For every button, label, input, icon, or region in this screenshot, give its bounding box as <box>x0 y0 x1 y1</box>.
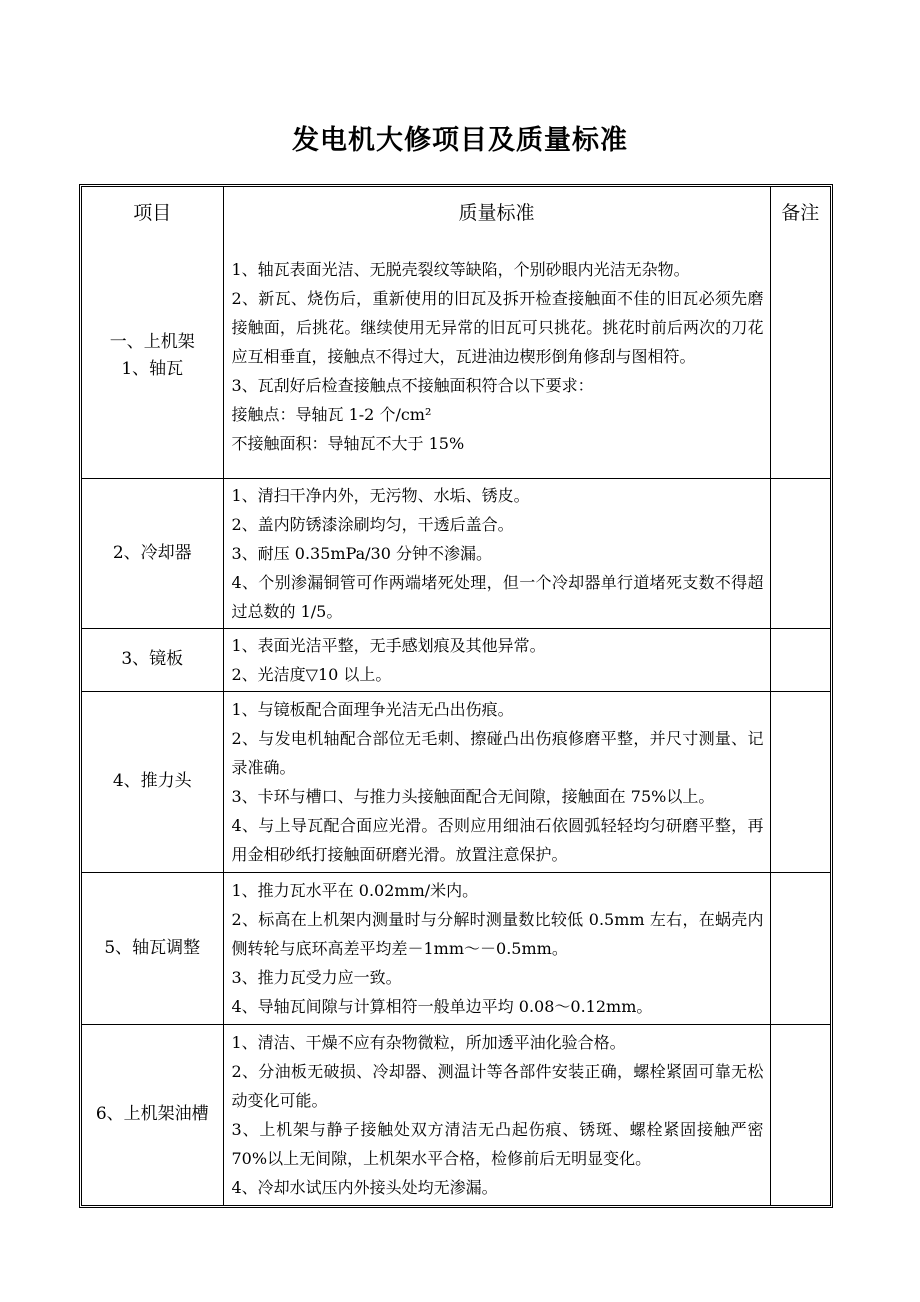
row-item-label: 6、上机架油槽 <box>95 1104 209 1125</box>
quality-standard-table <box>82 187 830 1205</box>
standard-line: 3、推力瓦受力应一致。 <box>231 967 402 987</box>
row-standard-cell <box>223 478 770 628</box>
table-row <box>82 478 830 628</box>
header-item: 项目 <box>82 187 223 235</box>
row-item-cell <box>82 1024 223 1205</box>
document-title: 发电机大修项目及质量标准 <box>292 125 628 156</box>
standard-line: 2、与发电机轴配合部位无毛刺、擦碰凸出伤痕修磨平整，并尺寸测量、记录准确。 <box>231 728 764 777</box>
standard-line: 4、与上导瓦配合面应光滑。否则应用细油石依圆弧轻轻均匀研磨平整，再用金相砂纸打接触面研磨光滑。放置注意保护。 <box>231 815 764 864</box>
row-item-label: 5、轴瓦调整 <box>104 937 201 958</box>
standard-line: 2、标高在上机架内测量时与分解时测量数比较低 0.5mm 左右，在蜗壳内侧转轮与底环高差平均差－1mm～－0.5mm。 <box>231 909 764 958</box>
row-standard-cell <box>223 1024 770 1205</box>
row-item-cell <box>82 872 223 1024</box>
row-standard-cell <box>223 691 770 872</box>
standard-line: 不接触面积：导轴瓦不大于 15% <box>231 433 465 453</box>
header-standard: 质量标准 <box>223 187 770 235</box>
standard-line: 1、清扫干净内外，无污物、水垢、锈皮。 <box>231 485 530 505</box>
table-row <box>82 872 830 1024</box>
table-row <box>82 628 830 691</box>
row-item-label: 1、轴瓦 <box>121 359 184 380</box>
standard-line: 3、卡环与槽口、与推力头接触面配合无间隙，接触面在 75%以上。 <box>231 786 715 806</box>
row-item-label: 2、冷却器 <box>112 542 192 563</box>
standard-line: 2、盖内防锈漆涂刷均匀，干透后盖合。 <box>231 514 514 534</box>
standard-line: 2、分油板无破损、冷却器、测温计等各部件安装正确，螺栓紧固可靠无松动变化可能。 <box>231 1061 764 1110</box>
row-note-cell <box>770 691 830 872</box>
table-row <box>82 1024 830 1205</box>
standard-line: 1、推力瓦水平在 0.02mm/米内。 <box>231 880 479 900</box>
row-item-cell <box>82 691 223 872</box>
quality-standard-table-frame <box>79 184 833 1208</box>
standard-line: 接触点：导轴瓦 1-2 个/cm² <box>231 404 432 424</box>
standard-line: 3、瓦刮好后检查接触点不接触面积符合以下要求： <box>231 375 594 395</box>
row-item-cell <box>82 235 223 478</box>
standard-line: 2、新瓦、烧伤后，重新使用的旧瓦及拆开检查接触面不佳的旧瓦必须先磨接触面，后挑花。继续使用无异常的旧瓦可只挑花。挑花时前后两次的刀花应互相垂直，接触点不得过大，瓦进油边楔形倒角修刮与图相符。 <box>231 288 764 366</box>
standard-line: 1、表面光洁平整，无手感划痕及其他异常。 <box>231 635 546 655</box>
standard-line: 2、光洁度▽10 以上。 <box>231 664 392 684</box>
row-note-cell <box>770 478 830 628</box>
standard-line: 1、清洁、干燥不应有杂物微粒，所加透平油化验合格。 <box>231 1032 626 1052</box>
table-row <box>82 235 830 478</box>
row-item-label: 3、镜板 <box>121 649 184 669</box>
row-item-label: 4、推力头 <box>112 771 192 791</box>
row-standard-cell <box>223 628 770 691</box>
row-item-cell <box>82 628 223 691</box>
table-header-row <box>82 187 830 235</box>
standard-line: 3、耐压 0.35mPa/30 分钟不渗漏。 <box>231 543 492 563</box>
row-note-cell <box>770 235 830 478</box>
standard-line: 4、冷却水试压内外接头处均无渗漏。 <box>231 1177 498 1197</box>
standard-line: 4、导轴瓦间隙与计算相符一般单边平均 0.08～0.12mm。 <box>231 996 653 1016</box>
row-item-label: 一、上机架 <box>109 332 195 353</box>
standard-line: 1、与镜板配合面理争光洁无凸出伤痕。 <box>231 699 514 719</box>
row-standard-cell <box>223 872 770 1024</box>
standard-line: 4、个别渗漏铜管可作两端堵死处理，但一个冷却器单行道堵死支数不得超过总数的 1/5。 <box>231 572 764 621</box>
row-standard-cell <box>223 235 770 478</box>
row-note-cell <box>770 872 830 1024</box>
header-note: 备注 <box>770 187 830 235</box>
table-body <box>82 235 830 1205</box>
row-item-cell <box>82 478 223 628</box>
table-row <box>82 691 830 872</box>
row-note-cell <box>770 628 830 691</box>
standard-line: 1、轴瓦表面光洁、无脱壳裂纹等缺陷，个别砂眼内光洁无杂物。 <box>231 259 690 279</box>
standard-line: 3、上机架与静子接触处双方清洁无凸起伤痕、锈斑、螺栓紧固接触严密 70%以上无间隙，上机架水平合格，检修前后无明显变化。 <box>231 1119 764 1168</box>
row-note-cell <box>770 1024 830 1205</box>
